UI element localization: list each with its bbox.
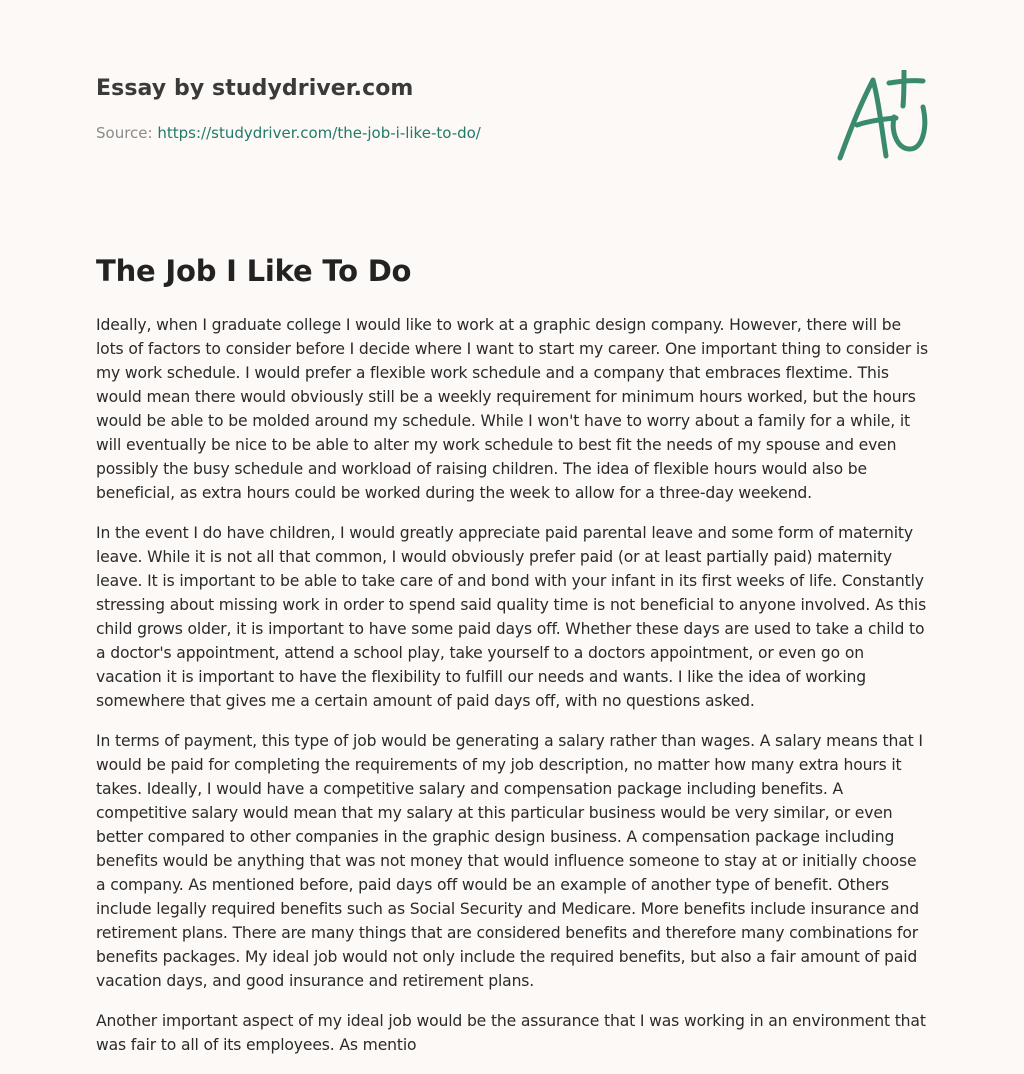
essay-paragraph: In the event I do have children, I would greatly appreciate paid parental leave and some form of maternity leave. While it is not all that common, I would obviously prefer paid (or at least partially paid) maternity leave. It is important to be able to take care of and bond with your infant in its first weeks of life. Constantly stressing about missing work in order to spend said quality time is not beneficial to anyone involved. As this child grows older, it is important to have some paid days off. Whether these days are used to take a child to a doctor's appointment, attend a school play, take yourself to a doctors appointment, or even go on vacation it is important to have the flexibility to fulfill our needs and wants. I like the idea of working somewhere that gives me a certain amount of paid days off, with no questions asked. (96, 524, 927, 710)
essay-paragraph: Another important aspect of my ideal job would be the assurance that I was working in an environment that was fair to all of its employees. As mentio (96, 1012, 926, 1054)
brand-title: Essay by studydriver.com (96, 76, 414, 101)
source-line (96, 124, 481, 142)
header (96, 0, 927, 190)
essay-body (96, 313, 928, 1073)
source-link[interactable]: https://studydriver.com/the-job-i-like-to-do/ (157, 124, 481, 142)
source-label: Source: (96, 124, 153, 142)
essay-paragraph: In terms of payment, this type of job would be generating a salary rather than wages. A salary means that I would be paid for completing the requirements of my job description, no matter how many extra hours it takes. Ideally, I would have a competitive salary and compensation package including benefits. A competitive salary would mean that my salary at this particular business would be very similar, or even better compared to other companies in the graphic design business. A compensation package including benefits would be anything that was not money that would influence someone to stay at or initially choose a company. As mentioned before, paid days off would be an example of another type of benefit. Others include legally required benefits such as Social Security and Medicare. More benefits include insurance and retirement plans. There are many things that are considered benefits and therefore many combinations for benefits packages. My ideal job would not only include the required benefits, but also a fair amount of paid vacation days, and good insurance and retirement plans. (96, 732, 923, 990)
essay-paragraph: Ideally, when I graduate college I would like to work at a graphic design company. However, there will be lots of factors to consider before I decide where I want to start my career. One important thing to consider is my work schedule. I would prefer a flexible work schedule and a company that embraces flextime. This would mean there would obviously still be a weekly requirement for minimum hours worked, but the hours would be able to be molded around my schedule. While I won't have to worry about a family for a while, it will eventually be nice to be able to alter my work schedule to best fit the needs of my spouse and even possibly the busy schedule and workload of raising children. The idea of flexible hours would also be beneficial, as extra hours could be worked during the week to allow for a three-day weekend. (96, 316, 929, 502)
a-plus-logo-icon (831, 70, 931, 164)
essay-title: The Job I Like To Do (96, 254, 412, 288)
